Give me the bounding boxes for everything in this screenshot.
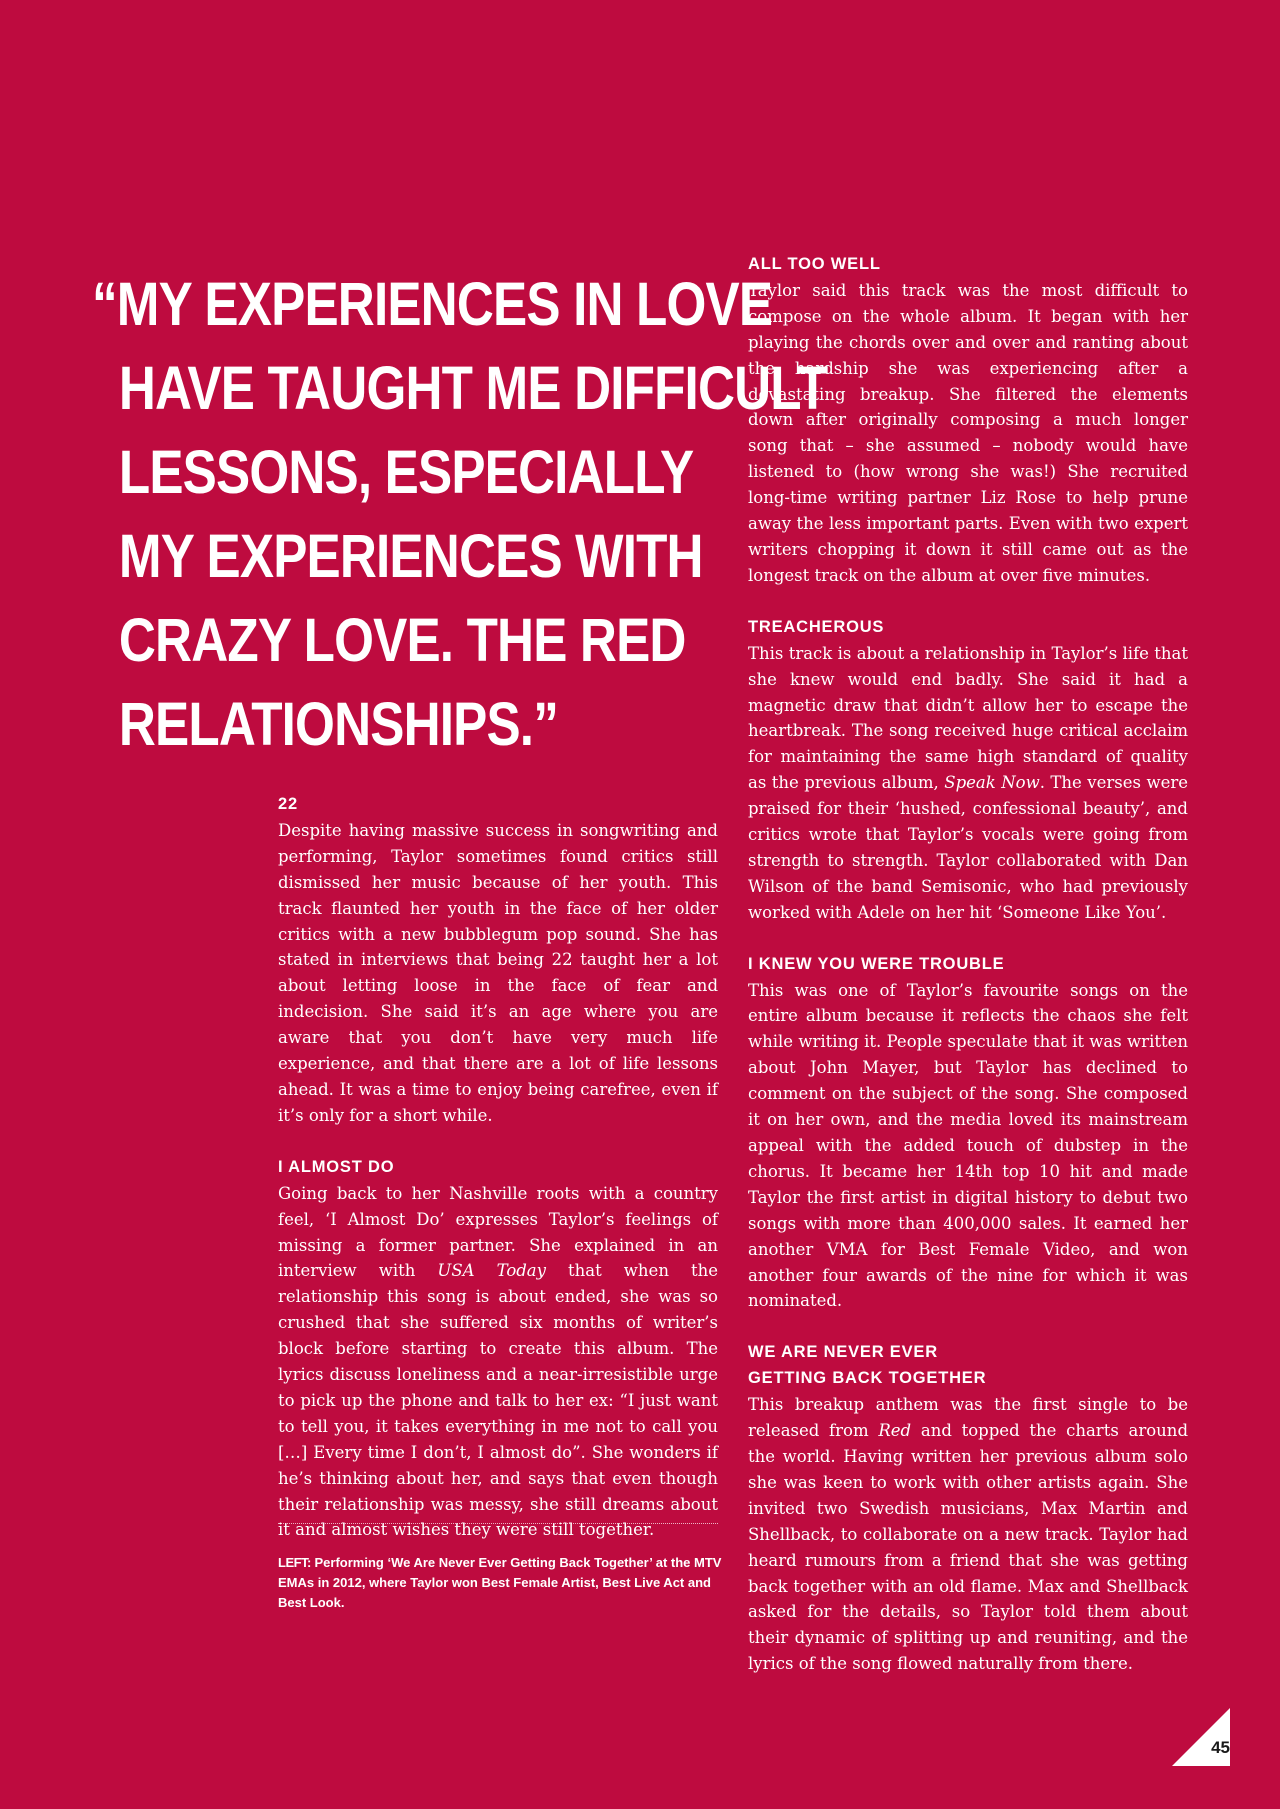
section-i-knew-you-were-trouble (748, 952, 1188, 1315)
photo-caption (278, 1553, 728, 1613)
section-heading: TREACHEROUS (748, 617, 885, 636)
body-text: . The verses were praised for their ‘hushed, confessional beauty’, and critics wrote that Taylor’s vocals were going from strength to strength. Taylor collaborated with Dan Wilson of the band Semisonic, who had previously worked with Adele on her hit ‘Someone Like You’. (748, 773, 1188, 922)
section-body: Despite having massive success in songwriting and performing, Taylor sometimes found critics still dismissed her music because of her youth. This track flaunted her youth in the face of her older critics with a new bubblegum pop sound. She has stated in interviews that being 22 taught her a lot about letting loose in the face of fear and indecision. She said it’s an age where you are aware that you don’t have very much life experience, and that there are a lot of life lessons ahead. It was a time to enjoy being carefree, even if it’s only for a short while. (278, 820, 718, 1125)
section-body (278, 1181, 718, 1544)
pull-quote-line: HAVE TAUGHT ME DIFFICULT (118, 354, 828, 422)
body-text: This breakup anthem was the first single to be released from (748, 1395, 1188, 1441)
section-heading: I KNEW YOU WERE TROUBLE (748, 954, 1005, 973)
pull-quote-line: MY EXPERIENCES WITH (118, 522, 703, 590)
pull-quote-line: RELATIONSHIPS.” (118, 690, 558, 758)
pull-quote-line: LESSONS, ESPECIALLY (118, 438, 694, 506)
italic-title: Red (878, 1421, 912, 1441)
section-all-too-well (748, 252, 1188, 589)
caption-label: LEFT: (278, 1555, 311, 1570)
pull-quote-line: “MY EXPERIENCES IN LOVE (92, 270, 773, 338)
section-body (748, 1392, 1188, 1677)
section-body: Taylor said this track was the most difficult to compose on the whole album. It began with her playing the chords over and over and ranting about the hardship she was experiencing after a devastating breakup. She filtered the elements down after originally composing a much longer song that – she assumed – nobody would have listened to (how wrong she was!) She recruited long-time writing partner Liz Rose to help prune away the less important parts. Even with two expert writers chopping it down it still came out as the longest track on the album at over five minutes. (748, 280, 1188, 585)
body-text: and topped the charts around the world. Having written her previous album solo she was keen to work with other artists again. She invited two Swedish musicians, Max Martin and Shellback, to collaborate on a new track. Taylor had heard rumours from a friend that she was getting back together with an old flame. Max and Shellback asked for the details, so Taylor told them about their dynamic of splitting up and reuniting, and the lyrics of the song flowed naturally from there. (748, 1421, 1188, 1674)
italic-title: Speak Now (944, 773, 1040, 793)
italic-title: USA Today (437, 1261, 546, 1281)
section-heading (748, 1340, 1188, 1392)
section-we-are-never-ever (748, 1340, 1188, 1677)
body-text: This track is about a relationship in Taylor’s life that she knew would end badly. She said it had a magnetic draw that didn’t allow her to escape the heartbreak. The song received huge critical acclaim for maintaining the same high standard of quality as the previous album, (748, 643, 1188, 793)
section-body (748, 641, 1188, 926)
caption-divider (278, 1523, 718, 1524)
page-number: 45 (1211, 1738, 1230, 1757)
section-body: This was one of Taylor’s favourite songs on the entire album because it reflects the chaos she felt while writing it. People speculate that it was written about John Mayer, but Taylor has declined to comment on the subject of the song. She composed it on her own, and the media loved its mainstream appeal with the added touch of dubstep in the chorus. It became her 14th top 10 hit and made Taylor the first artist in digital history to debut two songs with more than 400,000 sales. It earned her another VMA for Best Female Video, and won another four awards of the nine for which it was nominated. (748, 980, 1188, 1311)
left-column (278, 792, 718, 1569)
body-text: Going back to her Nashville roots with a country feel, ‘I Almost Do’ expresses Taylor’s feelings of missing a former partner. She explained in an interview with (278, 1183, 718, 1281)
pull-quote-line: CRAZY LOVE. THE RED (118, 606, 686, 674)
section-heading: I ALMOST DO (278, 1157, 395, 1176)
section-heading: 22 (278, 795, 298, 813)
section-i-almost-do (278, 1155, 718, 1544)
section-heading: ALL TOO WELL (748, 255, 881, 273)
section-treacherous (748, 615, 1188, 926)
section-22 (278, 792, 718, 1129)
body-text: that when the relationship this song is about ended, she was so crushed that she suffered six months of writer’s block before starting to create this album. The lyrics discuss loneliness and a near-irresistible urge to pick up the phone and talk to her ex: “I just want to tell you, it takes everything in me not to call you […] Every time I don’t, I almost do”. She wonders if he’s thinking about her, and says that even though their relationship was messy, she still dreams about it and almost wishes they were still together. (278, 1261, 719, 1540)
heading-line: WE ARE NEVER EVER (748, 1343, 938, 1362)
right-column (748, 252, 1188, 1703)
heading-line: GETTING BACK TOGETHER (748, 1369, 987, 1388)
caption-text: Performing ‘We Are Never Ever Getting Back Together’ at the MTV EMAs in 2012, where Taylor won Best Female Artist, Best Live Act and Best Look. (278, 1555, 722, 1610)
